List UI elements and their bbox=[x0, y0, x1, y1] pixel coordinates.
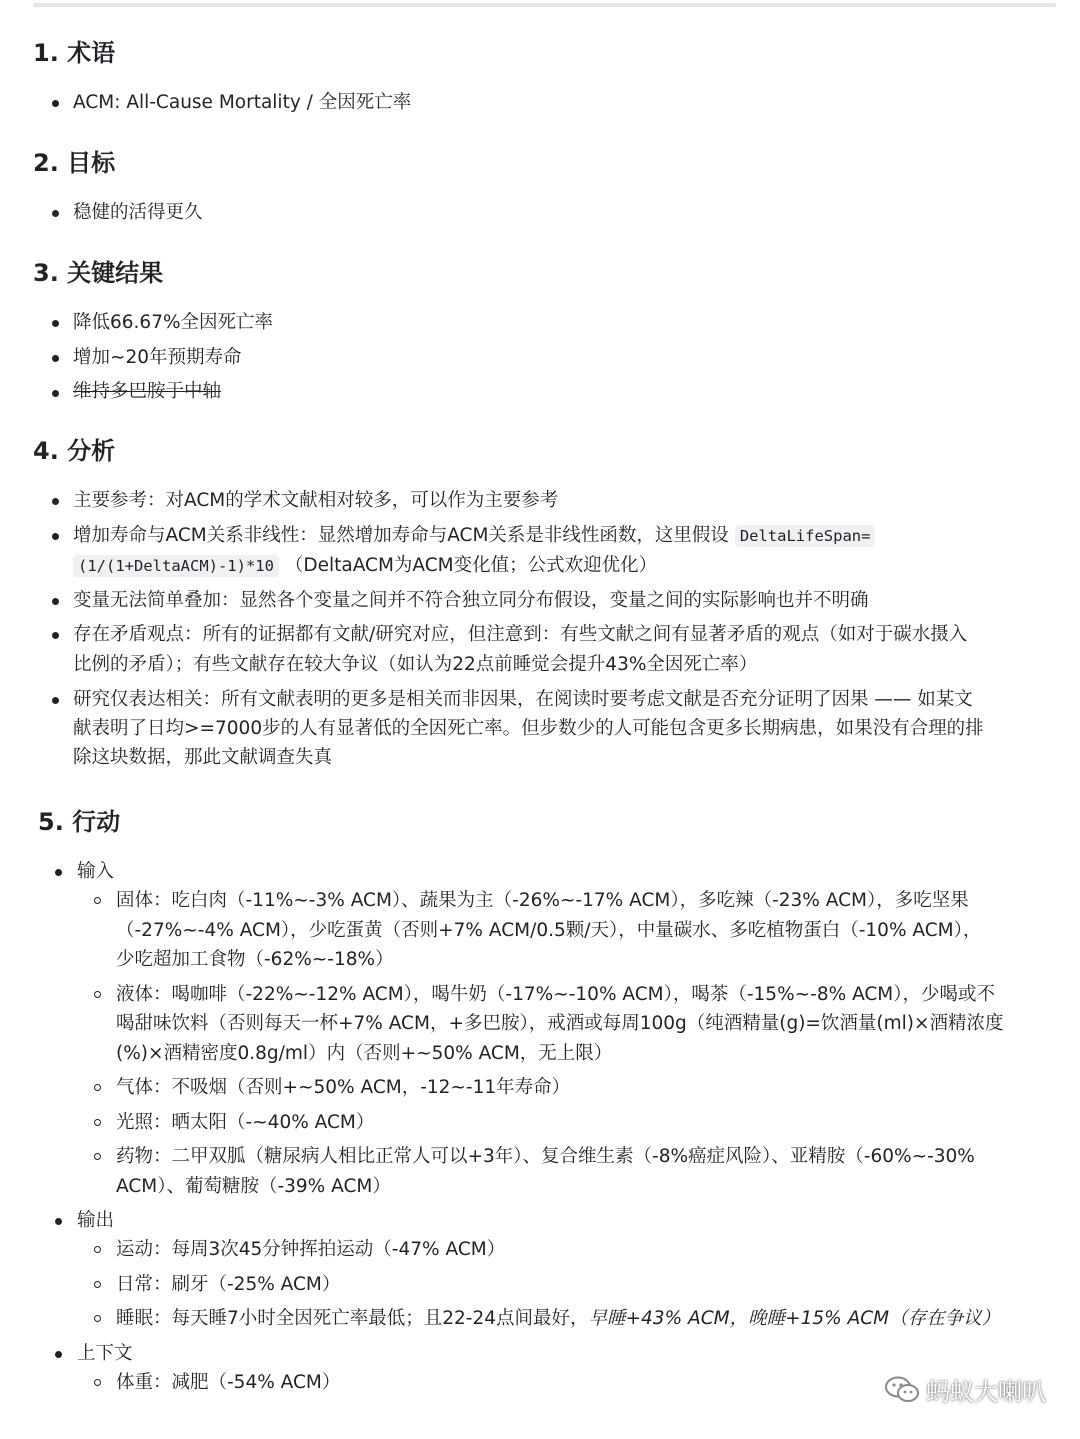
circle-bullet-icon bbox=[94, 897, 101, 904]
circle-bullet-icon bbox=[94, 1084, 101, 1091]
circle-bullet-icon bbox=[94, 1246, 101, 1253]
bullet-icon bbox=[52, 100, 59, 107]
bullet-icon bbox=[52, 320, 59, 327]
list-item: 增加~20年预期寿命 bbox=[73, 347, 242, 368]
list-item: 研究仅表达相关：所有文献表明的更多是相关而非因果，在阅读时要考虑文献是否充分证明了因果 —— 如某文 bbox=[73, 689, 973, 710]
sub-list-item: 日常：刷牙（-25% ACM） bbox=[116, 1274, 341, 1295]
bullet-icon bbox=[52, 533, 59, 540]
formula-code: DeltaLifeSpan= bbox=[735, 525, 876, 547]
sub-list-item-continued: 喝甜味饮料（否则每天一杯+7% ACM，+多巴胺），戒酒或每周100g（纯酒精量(g)=饮酒量(ml)×酒精浓度 bbox=[116, 1013, 1004, 1034]
watermark bbox=[884, 1372, 1046, 1407]
sub-list-item-continued: 少吃超加工食物（-62%~-18%） bbox=[116, 949, 394, 970]
section-heading-actions: 5. 行动 bbox=[38, 808, 121, 836]
sub-list-item: 光照：晒太阳（-~40% ACM） bbox=[116, 1112, 375, 1133]
circle-bullet-icon bbox=[94, 1315, 101, 1322]
circle-bullet-icon bbox=[94, 1153, 101, 1160]
bullet-icon bbox=[52, 498, 59, 505]
sub-list-item-continued: （-27%~-4% ACM），少吃蛋黄（否则+7% ACM/0.5颗/天），中量碳水、多吃植物蛋白（-10% ACM）， bbox=[116, 920, 982, 941]
sub-list-item: 体重：减肥（-54% ACM） bbox=[116, 1372, 341, 1393]
list-item: ACM: All-Cause Mortality / 全因死亡率 bbox=[73, 92, 412, 113]
bullet-icon bbox=[52, 632, 59, 639]
list-item: 降低66.67%全因死亡率 bbox=[73, 312, 274, 333]
bullet-icon bbox=[52, 598, 59, 605]
list-item-continued: 比例的矛盾）；有些文献存在较大争议（如认为22点前睡觉会提升43%全因死亡率） bbox=[73, 654, 758, 675]
bullet-icon bbox=[55, 869, 62, 876]
sub-list-item: 固体：吃白肉（-11%~-3% ACM）、蔬果为主（-26%~-17% ACM），多吃辣（-23% ACM），多吃坚果 bbox=[116, 890, 969, 911]
top-divider bbox=[33, 3, 1056, 7]
section-heading-analysis: 4. 分析 bbox=[33, 437, 116, 465]
list-item-continued: 献表明了日均>=7000步的人有显著低的全因死亡率。但步数少的人可能包含更多长期病患，如果没有合理的排 bbox=[73, 718, 984, 739]
sub-list-item bbox=[116, 1304, 1000, 1334]
italic-note: 早睡+43% ACM，晚睡+15% ACM（存在争议） bbox=[588, 1308, 1001, 1329]
sub-list-item: 液体：喝咖啡（-22%~-12% ACM），喝牛奶（-17%~-10% ACM），喝茶（-15%~-8% ACM），少喝或不 bbox=[116, 984, 996, 1005]
section-heading-goal: 2. 目标 bbox=[33, 149, 116, 177]
sub-list-item-continued: ACM）、葡萄糖胺（-39% ACM） bbox=[116, 1176, 391, 1197]
circle-bullet-icon bbox=[94, 1281, 101, 1288]
bullet-icon bbox=[52, 210, 59, 217]
list-item-text: 睡眠：每天睡7小时全因死亡率最低；且22-24点间最好， bbox=[116, 1308, 589, 1329]
watermark-text: 蚂蚁大喇叭 bbox=[926, 1378, 1046, 1406]
list-item-input: 输入 bbox=[77, 861, 115, 882]
sub-list-item: 运动：每周3次45分钟挥拍运动（-47% ACM） bbox=[116, 1239, 506, 1260]
circle-bullet-icon bbox=[94, 1119, 101, 1126]
sub-list-item-continued: (%)×酒精密度0.8g/ml）内（否则+~50% ACM，无上限） bbox=[116, 1043, 613, 1064]
list-item-continued: 除这块数据，那此文献调查失真 bbox=[73, 747, 333, 768]
list-item bbox=[73, 521, 875, 552]
circle-bullet-icon bbox=[94, 1379, 101, 1386]
section-heading-terms: 1. 术语 bbox=[33, 39, 116, 67]
bullet-icon bbox=[52, 697, 59, 704]
bullet-icon bbox=[52, 355, 59, 362]
list-item-struck: 维持多巴胺于中轴 bbox=[73, 381, 222, 402]
sub-list-item: 气体：不吸烟（否则+~50% ACM，-12~-11年寿命） bbox=[116, 1077, 571, 1098]
section-heading-key-results: 3. 关键结果 bbox=[33, 259, 164, 287]
list-item: 变量无法简单叠加：显然各个变量之间并不符合独立同分布假设，变量之间的实际影响也并不明确 bbox=[73, 590, 869, 611]
list-item: 存在矛盾观点：所有的证据都有文献/研究对应，但注意到：有些文献之间有显著矛盾的观点（如对于碳水摄入 bbox=[73, 624, 968, 645]
list-item-context: 上下文 bbox=[77, 1343, 133, 1364]
list-item: 稳健的活得更久 bbox=[73, 202, 203, 223]
list-item-continued bbox=[73, 551, 657, 582]
formula-code: (1/(1+DeltaACM)-1)*10 bbox=[73, 555, 279, 577]
sub-list-item: 药物：二甲双胍（糖尿病人相比正常人可以+3年）、复合维生素（-8%癌症风险）、亚精胺（-60%~-30% bbox=[116, 1146, 975, 1167]
list-item-output: 输出 bbox=[77, 1210, 115, 1231]
list-item-text: 增加寿命与ACM关系非线性：显然增加寿命与ACM关系是非线性函数，这里假设 bbox=[73, 525, 735, 546]
bullet-icon bbox=[52, 390, 59, 397]
list-item-text: （DeltaACM为ACM变化值；公式欢迎优化） bbox=[278, 555, 658, 576]
bullet-icon bbox=[55, 1351, 62, 1358]
wechat-icon bbox=[884, 1375, 920, 1405]
list-item: 主要参考：对ACM的学术文献相对较多，可以作为主要参考 bbox=[73, 490, 559, 511]
circle-bullet-icon bbox=[94, 991, 101, 998]
bullet-icon bbox=[55, 1218, 62, 1225]
